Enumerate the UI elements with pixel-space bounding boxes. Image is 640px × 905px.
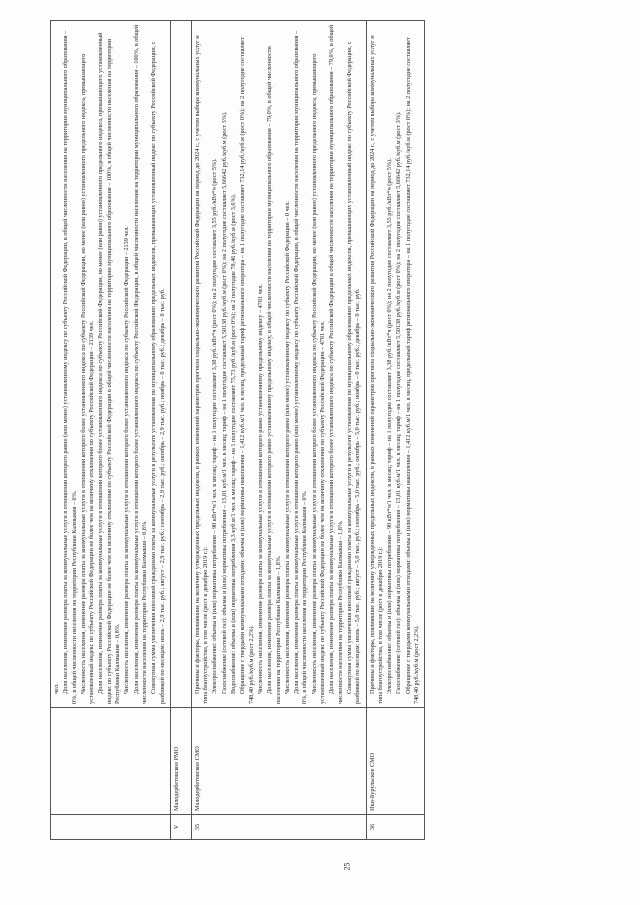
row-description [366,21,425,708]
paragraph: Доля населения, изменение размера платы за коммунальные услуги в отношении которого равно (или менее) установленному индексу по субъекту Российской Федерации, в общей численности населения на территории муниципального образования – 0%, в общей численности населения на территории Республики Калмыкия – 0%. [293,30,309,704]
table-row [366,21,425,840]
row-municipality: Малодербетовское СМО [191,708,366,815]
indices-table [50,20,425,840]
paragraph: Численность населения, изменение размера платы за коммунальные услуги в отношении которого более установленного индекса по субъекту Российской Федерации, но менее (или равно) установленного предельного индекса, превышающего установленный индекс по субъекту Российской Федерации не более чем на величину отклонения по субъекту Российской Федерации – 4781 чел. [310,53,327,704]
paragraph: Численность населения, изменение размера платы за коммунальные услуги в отношении которого равно (или менее) установленному индексу по субъекту Российской Федерации – 0 чел. [283,200,291,694]
paragraph: Совокупная сумма увеличения вносимой гражданами платы за коммунальные услуги в результате установления по муниципальному образованию предельных индексов, превышающих установленный индекс по субъекту Российской Федерации, с разбивкой по месяцам: июль – 2,9 тыс. руб.; август – 2,9 тыс. руб.; сентябрь – 2,9 тыс. руб.; октябрь – 2,9 тыс. руб.; ноябрь – 0 тыс. руб.; декабрь – 0 тыс. руб. [150,41,166,704]
row-municipality: Ики-Бурульское СМО [366,708,425,815]
paragraph: Обращение с твердыми коммунальными отходами: объемы и (или) нормативы накопления – 1,412 куб.м/1 чел. в месяц, предельный тариф регионального оператора – на 1 полугодие составляет 732,14 руб./куб.м (рост 0%); на 2 полугодие составляет 748,40 руб./куб.м (рост 2,2%). [239,37,255,704]
paragraph: Доля населения, изменение размера платы за коммунальные услуги в отношении которого равно установленному предельному индексу, в общей численности населения на территории муниципального образования – 79,0%, в общей численности населения на территории Республики Калмыкия – 1,8%. [266,46,282,704]
row-number: 36 [366,815,425,840]
paragraph: Причины и факторы, повлиявшие на величину утвержденных предельных индексов, в рамках изменений параметров прогноза социально-экономического развития Российской Федерации на период до 2024 г., с учетом выбора коммунальных услуг и типа благоустройства, в том числе (рост к декабрю 2019 г.): [368,35,384,704]
rotated-table-container [50,20,620,840]
paragraph: Численность населения, изменение размера платы за коммунальные услуги в отношении которого равно установленному предельному индексу – 4781 чел. [256,283,264,694]
row-number-cell [51,815,171,840]
paragraph: Электроснабжение: объемы и (или) нормативы потребления – 90 кВт*ч/1 чел. в месяц; тариф – на 1 полугодие составляет 3,38 руб./кВт*ч (рост 0%); на 2 полугодие составляет 3,55 руб./кВт*ч (рост 5%). [386,158,394,694]
paragraph: Причины и факторы, повлиявшие на величину утвержденных предельных индексов, в рамках изменений параметров прогноза социально-экономического развития Российской Федерации на период до 2024 г., с учетом выбора коммунальных услуг и типа благоустройства, в том числе (рост к декабрю 2019 г.): [193,35,210,704]
paragraph: чел. [53,683,60,694]
paragraph: Электроснабжение: объемы и (или) нормативы потребления – 90 кВт*ч/1 чел. в месяц; тариф – на 1 полугодие составляет 3,38 руб./кВт*ч (рост 0%); на 2 полугодие составляет 3,55 руб./кВт*ч (рост 5%). [211,158,219,694]
paragraph: Совокупная сумма увеличения вносимой гражданами платы за коммунальные услуги в результате установления по муниципальному образованию предельных индексов, превышающих установленный индекс по субъекту Российской Федерации, с разбивкой по месяцам: июль – 5,0 тыс. руб.; август – 5,0 тыс. руб.; сентябрь – 5,0 тыс. руб.; октябрь – 5,0 тыс. руб.; ноябрь – 0 тыс. руб.; декабрь – 0 тыс. руб. [345,41,362,704]
paragraph: Доля населения, изменение размера платы за коммунальные услуги в отношении которого более установленного индекса по субъекту Российской Федерации в общей численности населения на территории муниципального образования – 79,0%, в общей численности населения на территории Республики Калмыкия – 1,8%. [328,24,344,704]
row-text [369,24,422,704]
section-number: V [170,815,191,840]
paragraph: Обращение с твердыми коммунальными отходами: объемы и (или) нормативы накопления – 1,412 куб.м/1 чел. в месяц, предельный тариф регионального оператора – на 1 полугодие составляет 732,14 руб./куб.м (рост 0%); на 2 полугодие составляет 748,40 руб./куб.м (рост 2,2%). [404,37,420,704]
table-row [191,21,366,840]
paragraph: Газоснабжение (сетевой газ): объемы и (или) нормативы потребления – 15,01 куб.м/1 чел. в месяц; тариф – на 1 полугодие составляет 5,50138 руб./куб.м (рост 0%); на 2 полугодие составляет 5,66642 руб./куб.м (рост 3%). [395,111,403,694]
section-empty-cell [170,21,191,708]
municipality-cell [51,708,171,815]
paragraph: Доля населения, изменение размера платы за коммунальные услуги в отношении которого более установленного индекса по субъекту Российской Федерации, в общей численности населения на территории муниципального образования – 100%, в общей численности населения на территории Республики Калмыкия – 0,8%. [132,24,148,704]
paragraph: Газоснабжение (сетевой газ): объемы и (или) нормативы потребления – 15,01 куб.м/1 чел. в месяц; тариф – на 1 полугодие составляет 5,50138 руб./куб.м (рост 0%); на 2 полугодие составляет 5,66642 руб./куб.м (рост 3%). [220,111,228,694]
section-row [170,21,191,840]
top-row-text [53,24,167,704]
paragraph: Водоснабжение: объемы и (или) нормативы потребления 3,3 куб.м/1 чел. в месяц; тариф – на 1 полугодие составляет 75,73 руб./куб.м (рост 0%); на 2 полугодие 78,46 руб./куб.м (рост 3,6%). [230,193,238,694]
paragraph: Доля населения, изменение размера платы за коммунальные услуги в отношении которого равно (или менее) установленному индексу по субъекту Российской Федерации, в общей численности населения на территории муниципального образования – 0%, в общей численности населения на территории Республики Калмыкия – 0%. [62,30,78,704]
section-name: Малодербетовское РМО [170,708,191,815]
page-number: 25 [342,862,352,871]
paragraph: Численность населения, изменение размера платы за коммунальные услуги в отношении которого более установленного индекса по субъекту Российской Федерации, но менее (или равно) установленного предельного индекса, превышающего установленный индекс по субъекту Российской Федерации не более чем на величину отклонения по субъекту Российской Федерации – 2139 чел. [79,53,96,704]
description-cell [51,21,171,708]
paragraph: Доля населения, изменение размера платы за коммунальные услуги в отношении которого более установленного индекса по субъекту Российской Федерации, но менее (или равно) установленного предельного индекса, превышающего установленный индекс по субъекту Российской Федерации не более чем на величину отклонения по субъекту Российской Федерации в общей численности населения на территории муниципального образования – 100%, в общей численности населения на территории Республики Калмыкия – 0,8%. [97,32,122,704]
continuation-row [51,21,171,840]
row-description [191,21,366,708]
paragraph: Численность населения, изменение размера платы за коммунальные услуги в отношении которого более установленного индекса по субъекту Российской Федерации – 2139 чел. [123,226,131,694]
row-number: 35 [191,815,366,840]
row-text [194,24,363,704]
